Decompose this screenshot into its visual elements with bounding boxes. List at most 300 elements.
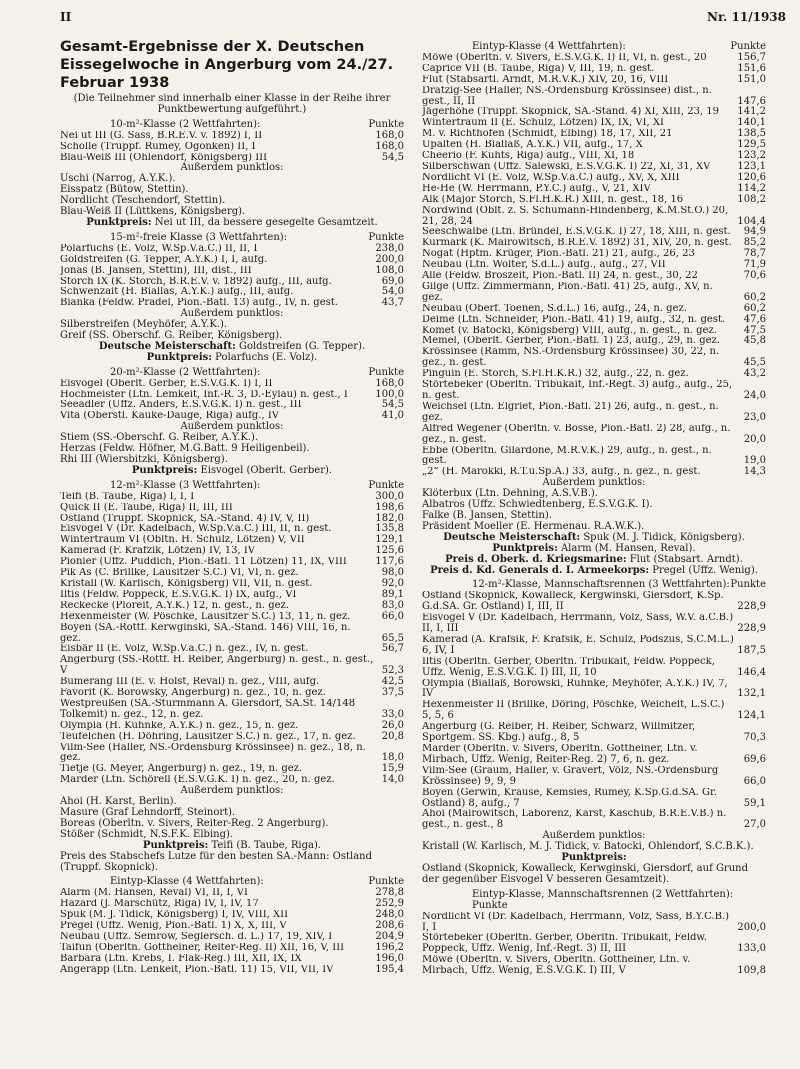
pointless-heading: Außerdem punktlos: [542,830,646,842]
result-row [422,446,766,468]
result-row [60,954,404,965]
result-entry: Goldstreifen (G. Tepper, A.Y.K.) I, I, aufg. [60,254,268,265]
result-points: 52,3 [381,665,404,677]
result-row [60,932,404,943]
award-value: Teifi (B. Taube, Riga). [211,839,322,851]
result-points: 135,8 [375,523,404,535]
result-entry: Nei ut III (G. Sass, B.R.E.V. v. 1892) I, II [60,130,263,141]
award-label: Punktpreis: [561,852,627,864]
result-points: 15,9 [381,763,404,775]
result-points: 228,9 [737,623,766,635]
result-entry: Hexenmeister II (Brillke, Döring, Pöschke, Weichelt, L.S.C.) 5, 5, 6 [422,700,725,722]
results-section [60,233,404,364]
result-points: 138,5 [737,128,766,140]
result-entry: Angerapp (Ltn. Lenkeit, Pion.-Batl. 11) 15, VII, VII, IV [60,964,334,975]
pointless-heading: Außerdem punktlos: [180,162,284,174]
results-section [60,368,404,477]
award-value: Alarm (M. Hansen, Reval). [560,542,696,554]
pointless-heading: Außerdem punktlos: [542,477,646,489]
result-row [60,655,404,677]
result-points: 108,2 [737,193,766,205]
result-entry: Vita (Oberstl. Kauke-Dauge, Riga) aufg., IV [60,411,280,422]
award-detail: Ostland (Skopnick, Kowalleck, Kerwginski, Giersdorf, auf Grund der gegenüber Eisvogel V besseren Gesamtzeit). [422,862,748,885]
result-entry: Möwe (Oberltn. v. Sivers, E.S.V.G.K. I) II, VI, n. gest., 20 [422,52,707,63]
result-row [422,613,766,635]
result-points: 146,4 [737,666,766,678]
result-entry: Marder (Oberltn. v. Sivers, Oberltn. Gottheiner, Ltn. v. Mirbach, Uffz. Wenig, Reiter-Reg. 2) 7, 6, n. gez. [422,744,698,765]
result-points: 85,2 [743,237,766,249]
result-entry: Eisvogel (Oberlt. Gerber, E.S.V.G.K. I) I, II [60,378,273,389]
result-entry: Flut (Stabsartl. Arndt, M.R.V.K.) XIV, 20, 16, VIII [422,74,669,85]
result-points: 27,0 [743,819,766,831]
points-column-label: Punkte [730,41,766,52]
result-points: 54,0 [381,286,404,298]
result-points: 109,8 [737,965,766,977]
result-entry: Caprice VII (B. Taube, Riga) V, III, 19, n. gest. [422,63,655,74]
result-row [60,535,404,546]
result-points: 300,0 [375,490,404,502]
result-entry: Boyen (Gerwin, Krause, Kemsies, Rumey, K.Sp.G.d.SA. Gr. Ostland) 8, aufg., 7 [422,787,717,809]
result-row [60,557,404,568]
result-points: 123,1 [737,160,766,172]
result-entry: Eisvogel V (Dr. Kadelbach, Herrmann, Volz, Sass, W.V. a.C.B.) II, I, III [422,613,734,635]
result-row [422,238,766,249]
result-entry: Weichsel (Ltn. Elgriet, Pion.-Batl. 21) 26, aufg., n. gest., n. gez. [422,401,719,423]
pointless-entry: Silberstreifen (Meyhöfer, A.Y.K.). [60,319,228,331]
section-heading [422,580,766,591]
result-points: 54,5 [381,151,404,163]
result-row [422,304,766,315]
result-points: 43,7 [381,297,404,309]
result-row [422,195,766,206]
result-points: 200,0 [375,253,404,265]
pointless-entry: Kristall (W. Karlisch, M. J. Tidick, v. Batocki, Ohlendorf, S.C.B.K.). [422,841,754,853]
result-row [422,140,766,151]
award-label: Preis d. Kd. Generals d. I. Armeekorps: [430,564,650,576]
result-row [60,688,404,699]
result-row [422,635,766,657]
result-entry: Ostland (Truppf. Skopnick, SA.-Stand. 4) IV, V, II) [60,513,310,524]
result-row [422,151,766,162]
result-entry: Bianka (Feldw. Pradel, Pion.-Batl. 13) aufg., IV, n. gest. [60,298,338,309]
result-points: 104,4 [737,215,766,227]
result-entry: Kamerad (F. Krafzik, Lötzen) IV, 13, IV [60,546,256,557]
award-value: Flut (Stabsart. Arndt). [629,553,743,565]
result-entry: M. v. Richthofen (Schmidt, Elbing) 18, 17, XII, 21 [422,129,673,140]
result-entry: Angerburg (G. Reiber, H. Reiber, Schwarz, Willmitzer, Sportgem. SS. Kbg.) aufg., 8, 5 [422,722,696,744]
result-points: 20,0 [743,433,766,445]
result-row [60,244,404,255]
result-row [422,184,766,195]
result-row [60,965,404,976]
result-points: 156,7 [737,51,766,63]
points-column-label: Punkte [368,231,404,243]
result-points: 65,5 [381,632,404,644]
result-entry: Favorit (K. Borowsky, Angerburg) n. gez., 10, n. gez. [60,688,326,699]
award-label: Punktpreis: [142,839,209,851]
points-column-label: Punkte [368,479,404,491]
pointless-entry: Stiem (SS.-Oberschf. G. Reiber, A.Y.K.). [60,432,259,444]
result-row [60,644,404,655]
award-value: Goldstreifen (G. Tepper). [238,340,366,352]
result-row [60,899,404,910]
pointless-entry: Herzas (Feldw. Höfner, M.G.Batt. 9 Heiligenbeil). [60,443,310,455]
result-entry: Angerburg (SS.-Rottf. H. Reiber, Angerburg) n. gest., n. gest., V [60,655,374,677]
award-label: Punktpreis: [146,351,212,363]
results-section [60,120,404,229]
result-entry: Jonas (B. Jansen, Stettin), III, dist., III [60,265,252,276]
points-column-label: Punkte [368,118,404,130]
result-row [60,400,404,411]
result-points: 47,5 [743,324,766,336]
result-entry: Westpreußen (SA.-Sturmmann A. Giersdorf, SA.St. 14/148 Tolkemit) n. gez., 12, n. gez. [60,698,356,720]
result-entry: Cheerio (F. Kuhts, Riga) aufg., VIII, XI, 18 [422,151,635,162]
result-row [60,142,404,153]
result-points: 14,3 [743,466,766,478]
result-entry: Seeadler (Uffz. Anders, E.S.V.G.K. I) n. gest., III [60,400,302,411]
result-points: 168,0 [375,129,404,141]
result-points: 196,0 [375,952,404,964]
result-points: 54,5 [381,399,404,411]
result-entry: Pregel (Uffz. Wenig, Pion.-Batl. 1) X, X, III, V [60,921,287,932]
pointless-entry: Albatros (Uffz. Schwiedtenberg, E.S.V.G.K. I). [422,499,653,511]
pointless-entry: Blau-Weiß II (Lüttkens, Königsberg). [60,206,246,218]
result-points: 132,1 [737,688,766,700]
award-value: Spuk (M. J. Tidick, Königsberg). [583,531,745,543]
result-entry: Hexenmeister (W. Pöschke, Lausitzer S.C.) 13, 11, n. gez. [60,611,351,622]
result-entry: Ahoi (Mairowitsch, Laborenz, Karst, Kaschub, B.R.E.V.B.) n. gest., n. gest., 8 [422,809,727,831]
result-points: 66,0 [743,775,766,787]
result-entry: Teifi (B. Taube, Riga) I, I, I [60,491,195,502]
result-row [60,943,404,954]
result-entry: Teufelchen (H. Döhring, Lausitzer S.C.) n. gez., 17, n. gez. [60,731,356,742]
pointless-entry: Nordlicht (Teschendorf, Stettin). [60,195,226,207]
result-entry: Silberschwan (Uffz. Salewski, E.S.V.G.K. I) 22, XI, 31, XV [422,161,711,172]
result-entry: Pik As (C. Brillke, Lausitzer S.C.) VI, VI, n. gez. [60,568,299,579]
result-points: 238,0 [375,242,404,254]
result-row [60,390,404,401]
result-entry: Barbara (Ltn. Krebs, I. Flak-Reg.) III, XII, IX, IX [60,953,302,964]
section-heading [60,877,404,888]
result-row [60,514,404,525]
result-points: 20,8 [381,730,404,742]
award-detail: Preis des Stabschefs Lutze für den besten SA.-Mann: Ostland (Truppf. Skopnick). [60,850,373,873]
result-row [60,623,404,645]
result-row [422,53,766,64]
result-points: 204,9 [375,930,404,942]
award-note [60,841,404,852]
section-title: 12-m²-Klasse, Mannschaftsrennen (3 Wettfahrten): [472,579,730,591]
result-entry: Olympia (H. Kuhnke, A.Y.K.) n. gez., 15, n. gez. [60,720,299,731]
result-row [422,744,766,766]
result-points: 196,2 [375,941,404,953]
result-entry: Blau-Weiß III (Ohlendorf, Königsberg) III [60,152,268,163]
result-points: 117,6 [375,556,404,568]
result-row [422,326,766,337]
result-entry: Nordwind (Oblt. z. S. Schumann-Hindenberg, K.M.St.O.) 20, 21, 28, 24 [422,205,729,227]
result-entry: Nordlicht VI (Dr. Kadelbach, Herrmann, Volz, Sass, B.Y.C.B.) I, I [422,911,729,933]
result-row [60,590,404,601]
result-entry: Jägerhöhe (Truppf. Skopnick, SA.-Stand. 4) XI, XIII, 23, 19 [422,107,720,118]
result-entry: Möwe (Oberltn. v. Sivers, Oberltn. Gottheiner, Ltn. v. Mirbach, Uffz. Wenig, E.S.V.G.K. I) III, V [422,955,691,977]
pointless-entry: Eisspatz (Bütow, Stettin). [60,184,189,196]
result-row [60,287,404,298]
result-entry: Iltis (Oberltn. Gerber, Oberltn. Tribukait, Feldw. Poppeck, Uffz. Wenig, E.S.V.G.K. I) III, II, 10 [422,656,715,678]
award-note [422,566,766,577]
result-entry: Schwenzait (H. Biallas, A.Y.K.) aufg., III, aufg. [60,287,294,298]
result-row [422,955,766,977]
result-points: 100,0 [375,388,404,400]
result-row [422,933,766,955]
section-title: Eintyp-Klasse (4 Wettfahrten): [110,876,264,888]
section-heading [60,233,404,244]
result-points: 248,0 [375,909,404,921]
result-points: 168,0 [375,377,404,389]
result-row [60,699,404,721]
section-heading [422,42,766,53]
result-row [422,315,766,326]
award-label: Punktpreis: [131,464,198,476]
result-points: 129,1 [375,534,404,546]
section-title: 15-m²-freie Klasse (3 Wettfahrten): [110,231,288,243]
result-row [60,677,404,688]
result-row [422,369,766,380]
result-points: 45,5 [743,357,766,369]
result-row [422,591,766,613]
award-note [60,353,404,364]
result-entry: Nogat (Hptm. Krüger, Pion.-Batl. 21) 21, aufg., 26, 23 [422,249,695,260]
result-row [422,64,766,75]
pointless-entry: Rhi III (Wiersbitzki, Königsberg). [60,454,228,465]
result-row [60,732,404,743]
result-row [422,766,766,788]
result-points: 151,0 [737,73,766,85]
result-row [422,282,766,304]
result-entry: Olympia (Biallaß, Borowski, Ruhnke, Meyhöfer, A.Y.K.) IV, 7, IV [422,678,728,700]
result-points: 182,0 [375,512,404,524]
result-entry: Marder (Ltn. Schörell (E.S.V.G.K. I) n. gez., 20, n. gez. [60,775,335,786]
result-points: 140,1 [737,117,766,129]
section-title: 10-m²-Klasse (2 Wettfahrten): [110,118,261,130]
result-entry: Quick II (E. Taube, Riga) II, III, III [60,502,233,513]
pointless-heading: Außerdem punktlos: [180,785,284,797]
result-points: 252,9 [375,898,404,910]
result-row [60,255,404,266]
result-points: 56,7 [381,643,404,655]
result-entry: Seeschwalbe (Ltn. Bründel, E.S.V.G.K. I) 27, 18, XIII, n. gest. [422,227,731,238]
result-entry: Störtebeker (Oberltn. Tribukait, Inf.-Regt. 3) aufg., aufg., 25, n. gest. [422,380,733,401]
result-entry: Pinguin (E. Storch, S.Fl.H.K.R.) 32, aufg., 22, n. gez. [422,369,689,380]
result-points: 228,9 [737,601,766,613]
result-points: 94,9 [743,226,766,238]
result-entry: Wintertraum II (E. Schulz, Lötzen) IX, IX, VI, XI [422,118,664,129]
award-label: Deutsche Meisterschaft: [98,340,236,352]
result-points: 66,0 [381,610,404,622]
award-value: Eisvogel (Oberlt. Gerber). [200,464,333,476]
result-row [60,579,404,590]
right-column [422,38,766,977]
result-points: 92,0 [381,577,404,589]
result-row [60,266,404,277]
result-row [60,492,404,503]
result-points: 98,0 [381,567,404,579]
result-points: 69,6 [743,753,766,765]
result-points: 43,2 [743,368,766,380]
result-points: 147,6 [737,95,766,107]
result-entry: Storch IX (K. Storch, B.R.E.V. v. 1892) aufg., III, aufg. [60,276,332,287]
page-header [60,10,786,28]
result-points: 83,0 [381,599,404,611]
result-points: 195,4 [375,963,404,975]
result-row [422,722,766,744]
result-row [422,271,766,282]
result-entry: Iltis (Feldw. Poppeck, E.S.V.G.K. I) IX, aufg., VI [60,589,297,600]
result-row [422,424,766,446]
result-points: 70,6 [743,270,766,282]
result-entry: Polarfuchs (E. Volz, W.Sp.V.a.C.) II, II, I [60,243,258,254]
points-column-label: Punkte [368,366,404,378]
result-entry: Störtebeker (Oberltn. Gerber, Oberltn. Tribukait, Feldw. Poppeck, Uffz. Wenig, Inf.-Regt. 3) II, III [422,933,707,955]
points-column-label: Punkte [368,876,404,888]
result-entry: Boyen (SA.-Rottf. Kerwginski, SA.-Stand. 146) VIII, 16, n. gez. [60,622,351,644]
section-title: 20-m²-Klasse (2 Wettfahrten): [110,366,261,378]
result-row [422,700,766,722]
result-points: 120,6 [737,171,766,183]
result-entry: Spuk (M. J. Tidick, Königsberg) I, IV, VIII, XII [60,910,289,921]
result-entry: Pionier (Uffz. Puddich, Pion.-Batl. 11 Lötzen) 11, IX, VIII [60,557,347,568]
result-points: 59,1 [743,797,766,809]
result-row [60,546,404,557]
result-points: 123,2 [737,150,766,162]
result-row [422,380,766,402]
result-row [60,921,404,932]
result-row [422,260,766,271]
results-section [422,42,766,576]
section-heading [60,120,404,131]
result-entry: Eisbär II (E. Volz, W.Sp.V.a.C.) n. gez., IV, n. gest. [60,644,309,655]
result-points: 45,8 [743,335,766,347]
result-points: 26,0 [381,719,404,731]
result-points: 124,1 [737,710,766,722]
award-value: Nei ut III, da bessere gesegelte Gesamtzeit. [154,216,378,228]
result-points: 198,6 [375,501,404,513]
pointless-heading: Außerdem punktlos: [180,308,284,320]
award-label: Deutsche Meisterschaft: [443,531,581,543]
result-row [422,788,766,810]
award-value: Polarfuchs (E. Volz). [215,351,318,363]
result-entry: Alle (Feldw. Broszeit, Pion.-Batl. II) 24, n. gest., 30, 22 [422,271,698,282]
result-entry: Ostland (Skopnick, Kowalleck, Kergwinski, Giersdorf, K.Sp. G.d.SA. Gr. Ostland) I, III, II [422,591,724,613]
result-points: 133,0 [737,943,766,955]
result-row [60,131,404,142]
pointless-entry: Boreas (Oberltn. v. Sivers, Reiter-Reg. 2 Angerburg). [60,817,329,829]
result-row [422,206,766,228]
result-points: 60,2 [743,291,766,303]
result-entry: Neubau (Ltn. Wolter, S.d.L.) aufg., aufg., 27, VII [422,260,666,271]
result-row [422,912,766,934]
result-points: 47,6 [743,313,766,325]
result-points: 41,0 [381,410,404,422]
left-column [60,38,404,977]
result-entry: Scholle (Truppf. Rumey, Ogonken) II, I [60,141,256,152]
result-row [422,118,766,129]
result-points: 37,5 [381,687,404,699]
result-points: 125,6 [375,545,404,557]
result-entry: Alk (Major Storch, S.Fl.H.K.R.) XIII, n. gest., 18, 16 [422,194,684,205]
result-points: 208,6 [375,920,404,932]
result-entry: Reckecke (Ploreit, A.Y.K.) 12, n. gest., n. gez. [60,600,289,611]
result-points: 89,1 [381,588,404,600]
result-points: 141,2 [737,106,766,118]
result-entry: Wintertraum VI (Obltn. H. Schulz, Lötzen) V, VII [60,535,305,546]
result-row [422,336,766,347]
result-points: 129,5 [737,139,766,151]
award-label: Preis d. Oberk. d. Kriegsmarine: [445,553,627,565]
pointless-entry: Ahoi (H. Karst, Berlin). [60,796,177,808]
result-points: 69,0 [381,275,404,287]
result-points: 200,0 [737,921,766,933]
result-entry: Ebbe (Oberltn. Gilardone, M.R.V.K.) 29, aufg., n. gest., n. gest. [422,445,712,467]
pointless-entry: Klöterbux (Ltn. Dehning, A.S.V.B.). [422,488,598,500]
result-row [60,503,404,514]
article-subtitle: (Die Teilnehmer sind innerhalb einer Klasse in der Reihe ihrer Punktbewertung aufgeführt.) [73,93,391,115]
result-row [422,75,766,86]
result-row [422,657,766,679]
result-entry: Kurmark (K. Mairowitsch, B.R.E.V. 1892) 31, XIV, 20, n. gest. [422,238,732,249]
result-entry: Krössinsee (Ramm, NS.-Ordensburg Krössinsee) 30, 22, n. gez., n. gest. [422,347,720,369]
results-section [60,877,404,975]
result-points: 23,0 [743,411,766,423]
section-heading [60,481,404,492]
result-row [422,173,766,184]
award-note [60,218,404,229]
result-row [60,568,404,579]
result-points: 42,5 [381,676,404,688]
section-title: Eintyp-Klasse, Mannschaftsrennen (2 Wettfahrten): Punkte [472,888,734,911]
result-points: 78,7 [743,248,766,260]
result-points: 70,3 [743,732,766,744]
result-entry: Upalten (H. Biallaß, A.Y.K.) VII, aufg., 17, X [422,140,643,151]
results-section [422,890,766,977]
section-heading [422,890,766,912]
result-row [422,227,766,238]
result-entry: Komet (v. Batocki, Königsberg) VIII, aufg., n. gest., n. gez. [422,325,717,336]
result-points: 60,2 [743,302,766,314]
result-entry: Nordlicht VI (E. Volz, W.Sp.V.a.C.) aufg., XV, X, XIII [422,172,680,183]
result-points: 19,0 [743,455,766,467]
pointless-entry: Greif (SS. Oberschf. G. Reiber, Königsberg). [60,330,283,342]
result-entry: Kamerad (A. Krafsik, F. Krafsik, E. Schulz, Podszus, S.C.M.L.) 6, IV, I [422,634,734,656]
result-row [60,612,404,623]
result-row [422,162,766,173]
result-points: 18,0 [381,752,404,764]
result-points: 14,0 [381,774,404,786]
results-section [422,580,766,885]
result-row [60,764,404,775]
result-entry: Eisvogel V (Dr. Kadelbach, W.Sp.V.a.C.) III, II, n. gest. [60,524,332,535]
result-entry: Hazard (J. Marschütz, Riga) IV, I, IV, 17 [60,899,259,910]
section-title: Eintyp-Klasse (4 Wettfahrten): [472,41,626,52]
result-entry: Tietje (G. Meyer, Angerburg) n. gez., 19, n. gez. [60,764,303,775]
result-points: 114,2 [737,182,766,194]
result-row [60,379,404,390]
issue-number: Nr. 11/1938 [706,10,786,24]
result-row [60,524,404,535]
award-label: Punktpreis: [492,542,558,554]
result-entry: „2“ (H. Marokki, R.T.u.Sp.A.) 33, aufg., n. gez., n. gest. [422,467,701,478]
result-entry: Gilge (Uffz. Zimmermann, Pion.-Batl. 41) 25, aufg., XV, n. gez. [422,281,713,303]
result-points: 278,8 [375,887,404,899]
